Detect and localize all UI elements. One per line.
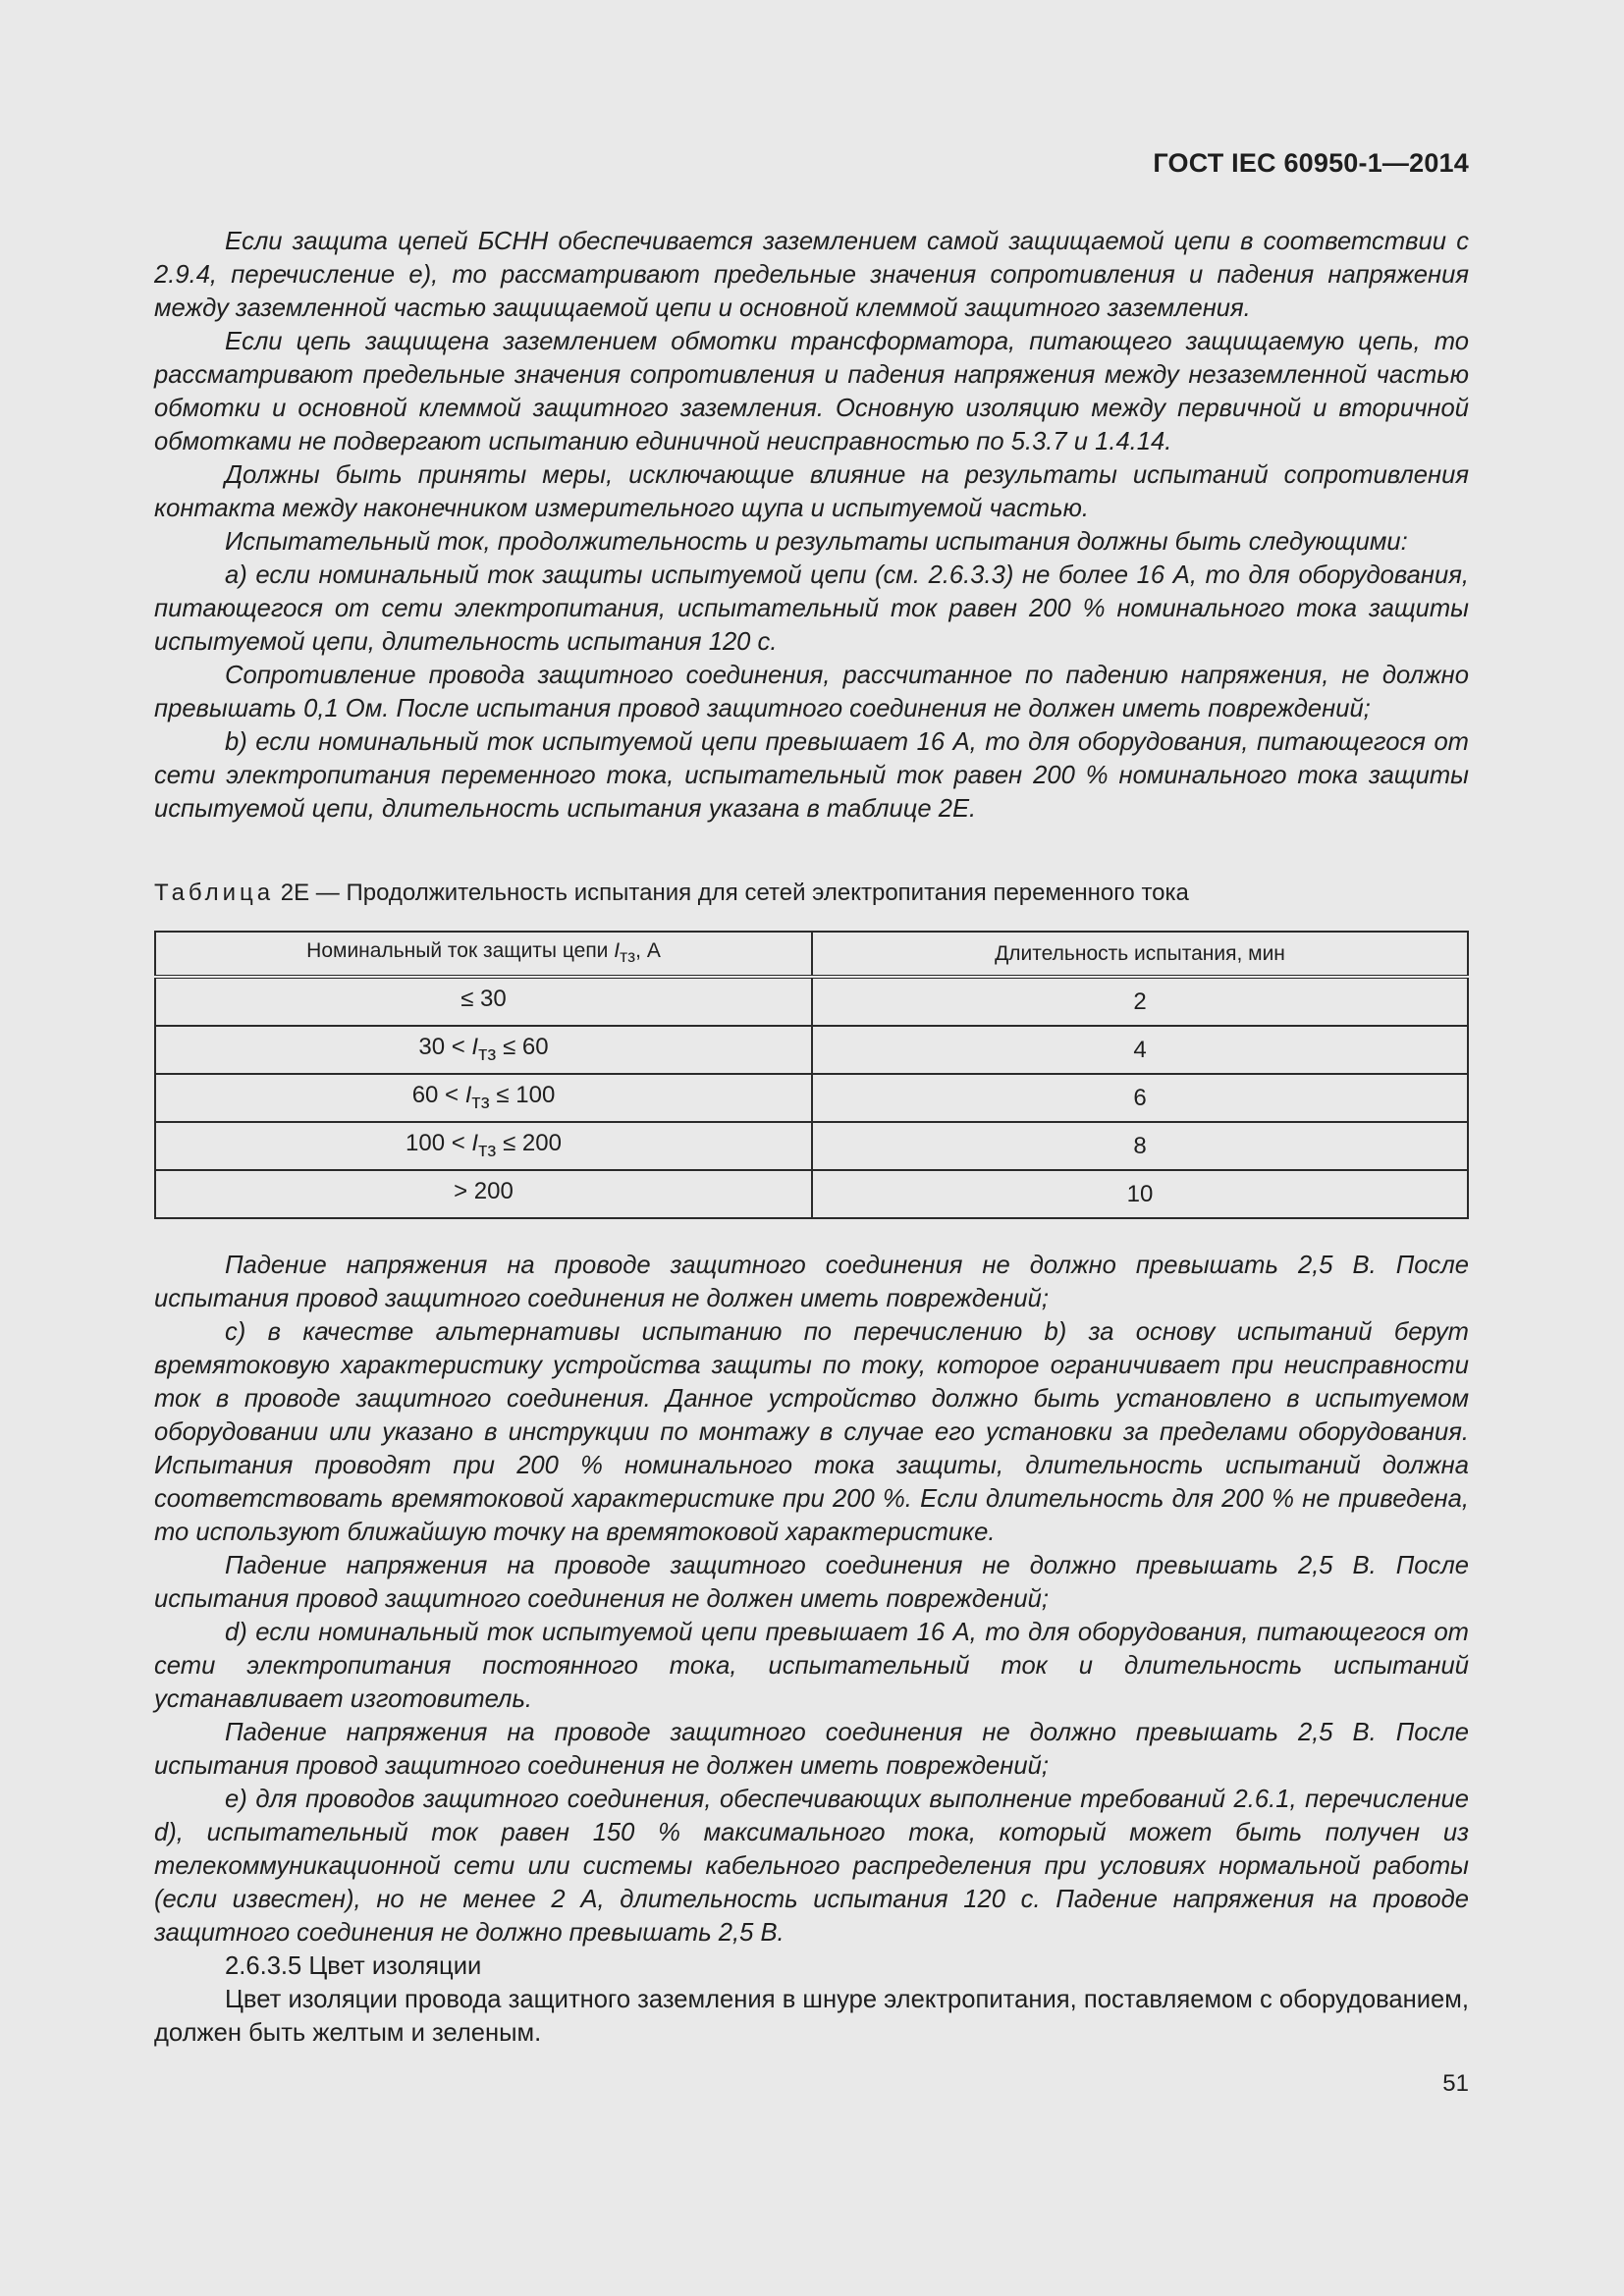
table-caption <box>154 880 1189 907</box>
range-pre: 30 < <box>418 1034 472 1061</box>
current-symbol: I <box>464 1082 472 1109</box>
current-subscript: тз <box>620 946 636 967</box>
current-subscript: тз <box>478 1139 497 1161</box>
header-current-label: Номинальный ток защиты цепи <box>306 939 609 963</box>
paragraph: Падение напряжения на проводе защитного соединения не должно превышать 2,5 В. После испытания провод защитного соединения не должен иметь повреждений; <box>154 1252 1469 1312</box>
paragraph: а) если номинальный ток защиты испытуемой цепи (см. 2.6.3.3) не более 16 А, то для оборудования, питающегося от сети электропитания, испытательный ток равен 200 % номинального тока защиты испытуемой цепи, длительность испытания 120 с. <box>154 561 1469 656</box>
current-subscript: тз <box>471 1091 490 1113</box>
current-cell <box>155 977 812 1026</box>
range-pre: > 200 <box>454 1178 514 1205</box>
paragraph: Сопротивление провода защитного соединения, рассчитанное по падению напряжения, не должно превышать 0,1 Ом. После испытания провод защитного соединения не должен иметь повреждений; <box>154 662 1469 722</box>
table-row <box>155 977 1468 1026</box>
duration-cell: 2 <box>812 977 1468 1026</box>
current-symbol: I <box>471 1130 479 1157</box>
current-symbol: I <box>471 1034 479 1061</box>
table-row <box>155 1170 1468 1218</box>
current-cell <box>155 1122 812 1170</box>
paragraph: Если цепь защищена заземлением обмотки трансформатора, питающего защищаемую цепь, то рассматривают предельные значения сопротивления и падения напряжения между незаземленной частью обмотки и основной клеммой защитного заземления. Основную изоляцию между первичной и вторичной обмотками не подвергают испытанию единичной неисправностью по 5.3.7 и 1.4.14. <box>154 328 1469 455</box>
paragraph: d) если номинальный ток испытуемой цепи превышает 16 А, то для оборудования, питающегося от сети электропитания постоянного тока, испытательный ток и длительность испытаний устанавливает изготовитель. <box>154 1619 1469 1713</box>
paragraph: с) в качестве альтернативы испытанию по перечислению b) за основу испытаний берут времятоковую характеристику устройства защиты по току, которое ограничивает при неисправности ток в проводе защитного соединения. Данное устройство должно быть установлено в испытуемом оборудовании или указано в инструкции по монтажу в случае его установки за пределами оборудования. Испытания проводят при 200 % номинального тока защиты, длительность испытаний должна соответствовать времятоковой характеристике при 200 %. Если длительность для 200 % не приведена, то используют ближайшую точку на времятоковой характеристике. <box>154 1318 1469 1546</box>
header-current-unit: , А <box>635 939 661 963</box>
text-block-upper <box>154 225 1469 826</box>
paragraph: Падение напряжения на проводе защитного соединения не должно превышать 2,5 В. После испытания провод защитного соединения не должен иметь повреждений; <box>154 1719 1469 1780</box>
table-row <box>155 1074 1468 1122</box>
paragraph: Должны быть приняты меры, исключающие влияние на результаты испытаний сопротивления контакта между наконечником измерительного щупа и испытуемой частью. <box>154 461 1469 522</box>
header-duration: Длительность испытания, мин <box>812 932 1468 977</box>
range-pre: 60 < <box>411 1082 465 1109</box>
paragraph: b) если номинальный ток испытуемой цепи превышает 16 А, то для оборудования, питающегося от сети электропитания переменного тока, испытательный ток равен 200 % номинального тока защиты испытуемой цепи, длительность испытания указана в таблице 2Е. <box>154 728 1469 823</box>
current-cell <box>155 1026 812 1074</box>
test-duration-table <box>154 931 1469 1219</box>
paragraph: Испытательный ток, продолжительность и результаты испытания должны быть следующими: <box>225 528 1408 556</box>
current-cell <box>155 1170 812 1218</box>
duration-cell: 8 <box>812 1122 1468 1170</box>
range-post: ≤ 60 <box>496 1034 549 1061</box>
duration-cell: 4 <box>812 1026 1468 1074</box>
table-row <box>155 1122 1468 1170</box>
current-subscript: тз <box>478 1042 497 1065</box>
standard-designation: ГОСТ IEC 60950-1—2014 <box>1153 148 1469 178</box>
range-pre: ≤ 30 <box>460 986 507 1013</box>
current-symbol: I <box>614 939 621 963</box>
table-caption-text: 2Е — Продолжительность испытания для сетей электропитания переменного тока <box>274 880 1189 906</box>
section-heading: 2.6.3.5 Цвет изоляции <box>225 1952 482 1980</box>
table-header-row <box>155 932 1468 977</box>
header-current <box>155 932 812 977</box>
duration-cell: 6 <box>812 1074 1468 1122</box>
range-post: ≤ 200 <box>496 1130 562 1157</box>
duration-cell: 10 <box>812 1170 1468 1218</box>
paragraph: Если защита цепей БСНН обеспечивается заземлением самой защищаемой цепи в соответствии с 2.9.4, перечисление е), то рассматривают предельные значения сопротивления и падения напряжения между заземленной частью защищаемой цепи и основной клеммой защитного заземления. <box>154 228 1469 322</box>
current-cell <box>155 1074 812 1122</box>
paragraph: Цвет изоляции провода защитного заземления в шнуре электропитания, поставляемом с оборудованием, должен быть желтым и зеленым. <box>154 1986 1469 2047</box>
paragraph: Падение напряжения на проводе защитного соединения не должно превышать 2,5 В. После испытания провод защитного соединения не должен иметь повреждений; <box>154 1552 1469 1613</box>
range-pre: 100 < <box>406 1130 472 1157</box>
range-post: ≤ 100 <box>489 1082 556 1109</box>
table-row <box>155 1026 1468 1074</box>
page-number: 51 <box>1442 2070 1469 2097</box>
paragraph: е) для проводов защитного соединения, обеспечивающих выполнение требований 2.6.1, перечисление d), испытательный ток равен 150 % максимального тока, который может быть получен из телекоммуникационной сети или системы кабельного распределения при условиях нормальной работы (если известен), но не менее 2 А, длительность испытания 120 с. Падение напряжения на проводе защитного соединения не должно превышать 2,5 В. <box>154 1786 1469 1947</box>
text-block-lower <box>154 1249 1469 2050</box>
table-caption-label: Таблица <box>154 880 275 906</box>
